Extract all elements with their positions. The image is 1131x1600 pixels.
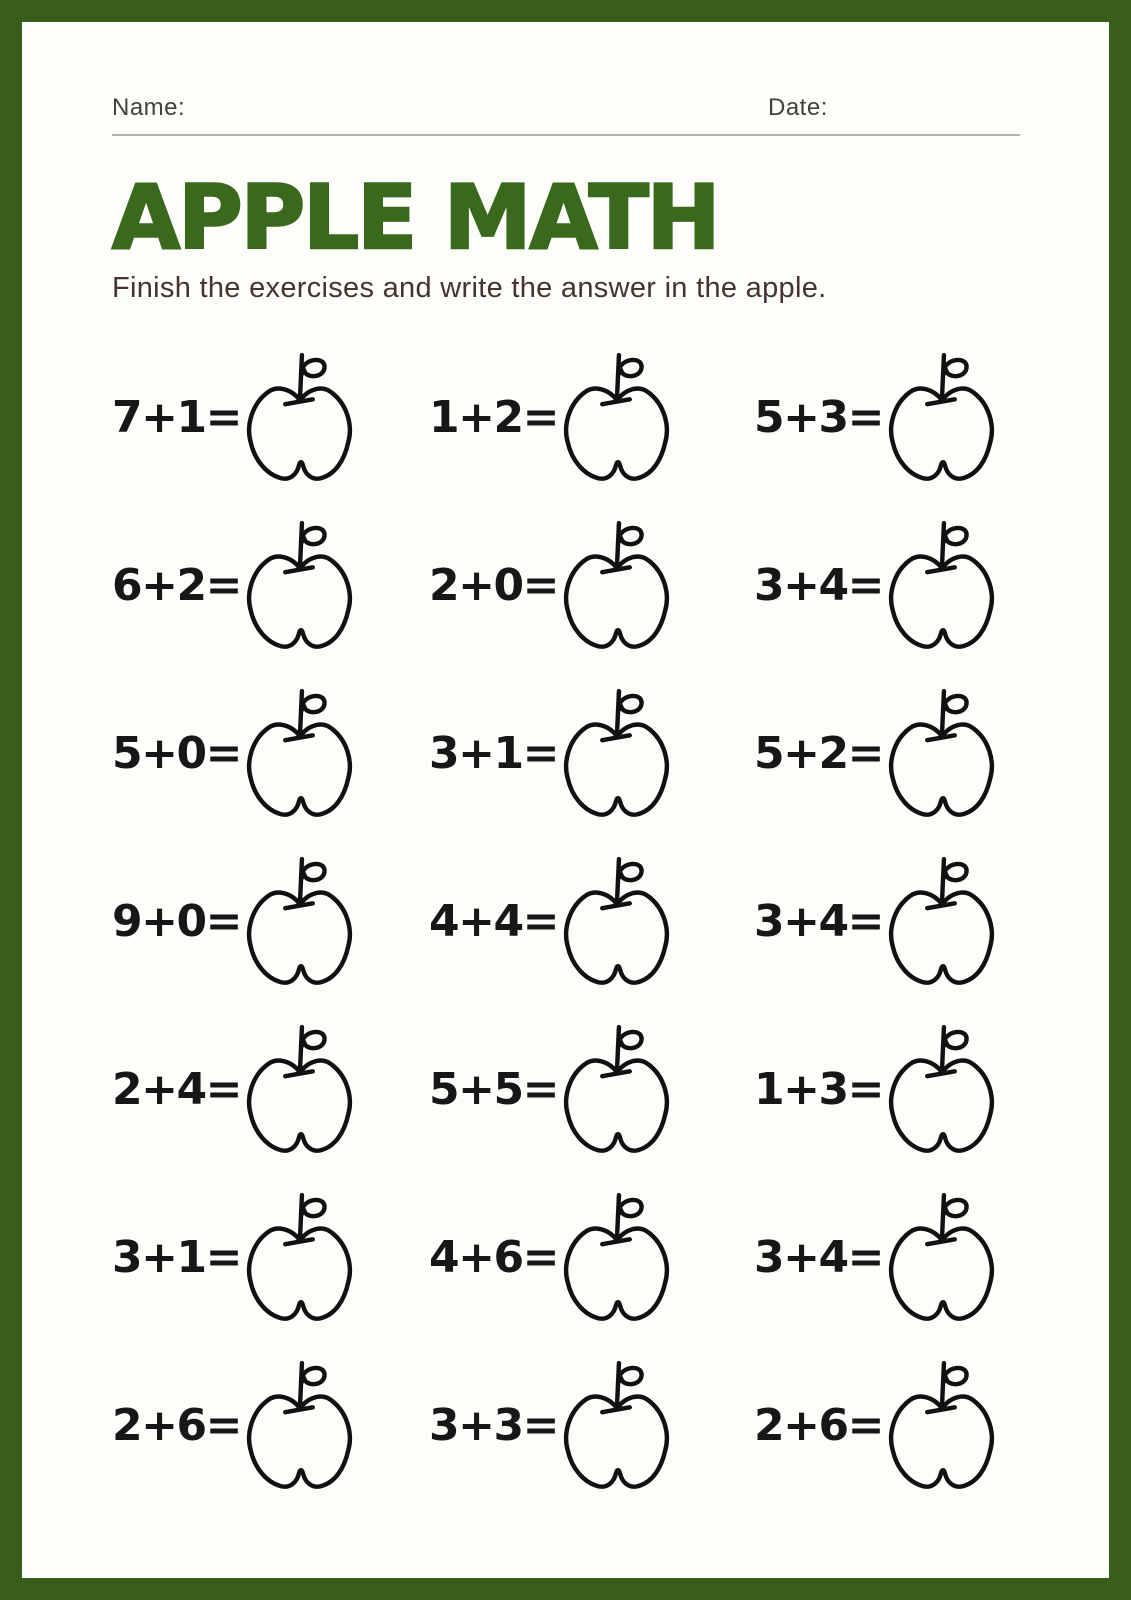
date-label: Date: xyxy=(768,94,828,121)
apple-icon xyxy=(882,853,1000,991)
problem-expression: 1+3= xyxy=(754,1064,883,1116)
apple-icon xyxy=(557,685,675,823)
problem-expression: 3+4= xyxy=(754,560,883,612)
problem-cell xyxy=(112,1357,429,1495)
problem-expression: 2+0= xyxy=(429,560,558,612)
apple-icon xyxy=(557,853,675,991)
problem-cell xyxy=(112,685,429,823)
problem-cell xyxy=(429,1189,754,1327)
apple-icon xyxy=(240,853,358,991)
problem-cell xyxy=(754,1189,1027,1327)
problem-expression: 2+6= xyxy=(754,1400,883,1452)
apple-icon xyxy=(240,1021,358,1159)
apple-icon xyxy=(240,685,358,823)
problem-expression: 2+6= xyxy=(112,1400,241,1452)
problem-cell xyxy=(112,1021,429,1159)
problem-cell xyxy=(754,685,1027,823)
apple-icon xyxy=(240,1189,358,1327)
problems-grid xyxy=(112,349,1027,1495)
apple-icon xyxy=(240,349,358,487)
page-title: APPLE MATH xyxy=(112,166,719,269)
apple-icon xyxy=(557,517,675,655)
instructions: Finish the exercises and write the answer in the apple. xyxy=(112,271,827,304)
problem-cell xyxy=(112,1189,429,1327)
apple-icon xyxy=(240,1357,358,1495)
problem-cell xyxy=(754,349,1027,487)
apple-icon xyxy=(557,349,675,487)
apple-icon xyxy=(882,517,1000,655)
problem-cell xyxy=(429,1357,754,1495)
page-content xyxy=(112,94,1027,1495)
problem-cell xyxy=(754,1021,1027,1159)
problem-expression: 3+3= xyxy=(429,1400,558,1452)
problem-expression: 3+4= xyxy=(754,1232,883,1284)
problem-expression: 9+0= xyxy=(112,896,241,948)
apple-icon xyxy=(882,685,1000,823)
problem-expression: 4+4= xyxy=(429,896,558,948)
problem-cell xyxy=(429,349,754,487)
apple-icon xyxy=(882,1357,1000,1495)
problem-cell xyxy=(112,853,429,991)
apple-icon xyxy=(882,1021,1000,1159)
problem-expression: 5+2= xyxy=(754,728,883,780)
problem-cell xyxy=(429,853,754,991)
apple-icon xyxy=(882,1189,1000,1327)
apple-icon xyxy=(557,1189,675,1327)
problem-cell xyxy=(754,517,1027,655)
problem-cell xyxy=(754,853,1027,991)
problem-expression: 4+6= xyxy=(429,1232,558,1284)
apple-icon xyxy=(557,1021,675,1159)
problem-expression: 3+1= xyxy=(429,728,558,780)
apple-icon xyxy=(557,1357,675,1495)
problem-expression: 5+5= xyxy=(429,1064,558,1116)
problem-expression: 3+4= xyxy=(754,896,883,948)
apple-icon xyxy=(882,349,1000,487)
problem-expression: 6+2= xyxy=(112,560,241,612)
header xyxy=(112,94,1020,136)
problem-expression: 5+0= xyxy=(112,728,241,780)
problem-cell xyxy=(429,1021,754,1159)
problem-expression: 3+1= xyxy=(112,1232,241,1284)
problem-cell xyxy=(112,349,429,487)
problem-expression: 2+4= xyxy=(112,1064,241,1116)
problem-cell xyxy=(429,517,754,655)
apple-icon xyxy=(240,517,358,655)
problem-expression: 5+3= xyxy=(754,392,883,444)
problem-cell xyxy=(429,685,754,823)
problem-cell xyxy=(112,517,429,655)
problem-expression: 7+1= xyxy=(112,392,241,444)
problem-cell xyxy=(754,1357,1027,1495)
name-label: Name: xyxy=(112,94,186,121)
problem-expression: 1+2= xyxy=(429,392,558,444)
